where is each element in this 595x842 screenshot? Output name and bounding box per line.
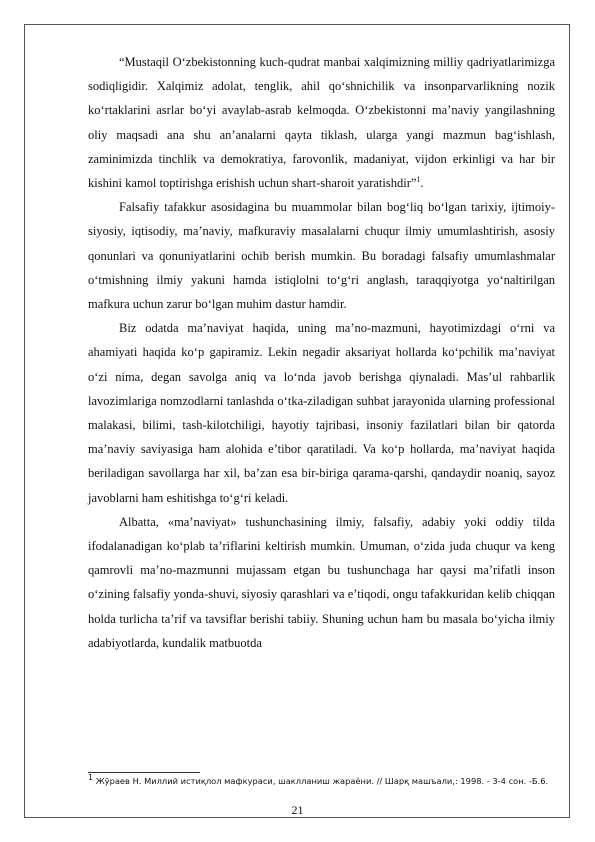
document-body [88, 50, 555, 655]
paragraph-end-period: . [420, 176, 424, 191]
paragraph-text: “Mustaqil O‘zbekistonning kuch-qudrat manbai xalqimizning milliy qadriyatlarimizga sodiqligidir. Xalqimiz adolat, tenglik, ahil qo‘shnichilik va insonparvarlikning nozik ko‘rtaklarini asrlar bo‘yi avaylab-asrab kelmoqda. O‘zbekistonni ma’naviy yangilashning oliy maqsadi ana shu an’analarni qayta tiklash, ularga yangi mazmun bag‘ishlash, zaminimizda tinchlik va demokratiya, farovonlik, madaniyat, vijdon erkinligi va har bir kishini kamol toptirishga erishish uchun shart-sharoit yaratishdir” [88, 55, 555, 191]
paragraph: Albatta, «ma’naviyat» tushunchasining ilmiy, falsafiy, adabiy yoki oddiy tilda ifodalanadigan ko‘plab ta’riflarini keltirish mumkin. Umuman, o‘zida juda chuqur va keng qamrovli ma’no-mazmunni mujassam etgan bu tushunchaga har qaysi ma’rifatli inson o‘zining falsafiy yonda-shuvi, siyosiy qarashlari va e’tiqodi, ongu tafakkuridan kelib chiqqan holda turlicha ta’rif va tavsiflar berishi tabiiy. Shuning uchun ham bu masala bo‘yicha ilmiy adabiyotlarda, kundalik matbuotda [88, 514, 555, 650]
paragraph: Biz odatda ma’naviyat haqida, uning ma’no-mazmuni, hayotimizdagi o‘rni va ahamiyati haqida ko‘p gapiramiz. Lekin negadir aksariyat hollarda ko‘pchilik ma’naviyat o‘zi nima, degan savolga aniq va lo‘nda javob berishga qiynaladi. Mas’ul rahbarlik lavozimlariga nomzodlarni tanlashda o‘tka-ziladigan suhbat jarayonida ularning professional malakasi, bilimi, tash-kilotchiligi, hayotiy tajribasi, insoniy fazilatlari bilan bir qatorda ma’naviy saviyasiga ham alohida e’tibor qaratiladi. Va ko‘p hollarda, ma’naviyat haqida beriladigan savollarga har xil, ba’zan esa bir-biriga qarama-qarshi, qandaydir noaniq, sayoz javoblarni ham eshitishga to‘g‘ri keladi. [88, 321, 555, 505]
footnote-reference[interactable]: 1 [416, 174, 421, 184]
footnote-text: Жўраев Н. Миллий истиқлол мафкураси, шаклланиш жараёни. // Шарқ машъали,: 1998. - 3-4 сон. -Б.6. [95, 776, 549, 786]
page-number: 21 [291, 803, 304, 817]
paragraph: Falsafiy tafakkur asosidagina bu muammolar bilan bog‘liq bo‘lgan tarixiy, ijtimoiy-siyosiy, iqtisodiy, ma’naviy, mafkuraviy masalalarni chuqur ilmiy umumlashtirish, asosiy qonunlari va qonuniyatlarini ochib berish mumkin. Bu boradagi falsafiy umumlashmalar o‘tmishning ilmiy yakuni hamda istiqlolni to‘g‘ri anglash, taraqqiyotga yo‘naltirilgan mafkura uchun zarur bo‘lgan muhim dastur hamdir. [88, 200, 555, 312]
footnote-divider [88, 772, 200, 773]
footnote-marker: 1 [88, 773, 94, 783]
footnote [88, 775, 555, 788]
paragraph-quote [88, 50, 555, 195]
